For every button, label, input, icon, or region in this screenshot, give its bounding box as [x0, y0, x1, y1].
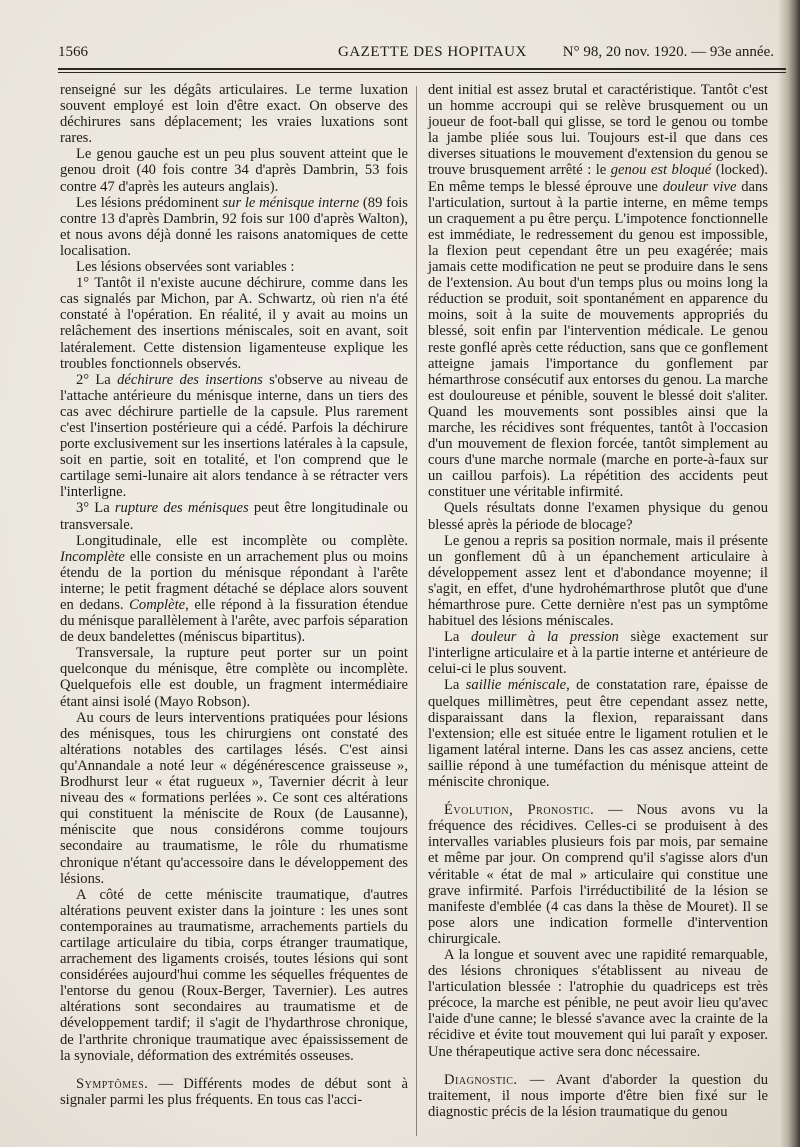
paragraph [428, 629, 768, 677]
paragraph [60, 500, 408, 532]
text-run: 1° Tantôt il n'existe aucune déchirure, comme dans les cas signalés par Michon, par A. Schwartz, où rien n'a été constaté à l'opération. En réalité, il y avait au moins un relâchement des insertions méniscales, soit en avant, soit latéralement. Cette distension ligamenteuse explique les troubles fonctionnels observés. [60, 275, 408, 372]
italic-phrase: douleur vive [662, 178, 737, 195]
text-run: Au cours de leurs interventions pratiquées pour lésions des ménisques, tous les chirurgiens ont constaté des altérations notables des cartilages lésés. C'est ainsi qu'Annandale a noté leur « dégénérescence graisseuse », Brodhurst leur « état rugueux », Tavernier décrit à leur niveau des « formations perlées ». Ce sont ces altérations qui constituent la méniscite de Roux (de Lausanne), méniscite que nous considérons comme toujours secondaire au traumatisme, le rôle du rhumatisme chronique n'étant qu'accessoire dans le développement des lésions. [60, 709, 408, 887]
section-heading: Diagnostic. [444, 1071, 518, 1088]
italic-phrase: déchirure des insertions [117, 371, 263, 388]
paragraph [428, 82, 768, 500]
text-run: (89 fois contre 13 d'après Dambrin, 92 fois sur 100 d'après Walton), et nous avons déjà donné les raisons anatomiques de cette localisation. [60, 194, 408, 259]
text-run: dans l'articulation, surtout à la partie interne, en même temps un craquement a pu être perçu. L'impotence fonctionnelle est immédiate, le redressement du genou est impossible, la flexion peut cependant être un peu exagérée; mais jamais cette modification ne peut se produire dans le sens de l'extension. Au bout d'un temps plus ou moins long la réduction se produit, soit spontanément en apparence du moins, soit à la suite de mouvements appropriés du blessé, soit enfin par l'intervention médicale. Le genou reste gonflé après cette réduction, sans que ce gonflement atteigne jamais l'importance du gonflement par hémarthrose consécutif aux entorses du genou. La marche est douloureuse et pénible, souvent le blessé doit s'aliter. Quand les mouvements sont possibles ainsi que la marche, les récidives sont fréquentes, tantôt à l'occasion d'un mouvement de flexion forcée, tantôt simplement au cours d'une marche normale (marche en porte-à-faux sur un caillou parfois). La répétition des accidents peut constituer une véritable infirmité. [428, 178, 768, 501]
text-run: Longitudinale, elle est incomplète ou complète. [76, 532, 408, 549]
paragraph [428, 947, 768, 1060]
italic-phrase: genou est bloqué [610, 162, 712, 179]
paragraph [60, 887, 408, 1064]
section-paragraph [60, 1076, 408, 1108]
text-run: 2° La [76, 371, 118, 388]
right-column [428, 82, 768, 1120]
section-heading: Évolution, Pronostic. [444, 802, 595, 819]
section-paragraph [428, 802, 768, 947]
paragraph [60, 275, 408, 372]
text-run: Les lésions observées sont variables : [76, 259, 295, 276]
text-run: dent initial est assez brutal et caractéristique. Tantôt c'est un homme accroupi qui se relève brusquement ou un joueur de foot-ball qui glisse, se tord le genou ou tombe la jambe pliée sous lui. Toujours est-il que dans ces diverses situations le mouvement d'extension du genou se trouve brusquement arrêté : le [428, 82, 768, 179]
left-column [60, 82, 408, 1108]
paragraph [428, 500, 768, 532]
text-run: Quels résultats donne l'examen physique du genou blessé après la période de blocage? [428, 500, 768, 533]
running-header [58, 44, 788, 64]
text-run: (locked). En même temps le blessé éprouve une [428, 162, 768, 195]
italic-phrase: rupture des ménisques [114, 500, 249, 517]
text-run: 3° La [76, 500, 115, 517]
text-run: siège exactement sur l'interligne articulaire et à la partie interne et antérieure de celui-ci le plus souvent. [428, 629, 768, 678]
text-run: — Nous avons vu la fréquence des récidives. Celles-ci se produisent à des intervalles variables plusieurs fois par mois, par semaine et même par jour. On comprend qu'il s'agisse alors d'un véritable « état de mal » articulaire qui constitue une grave infirmité. Parfois l'irréductibilité de la lésion se manifeste d'emblée (4 cas dans la thèse de Mouret). Il se pose alors une indication formelle d'intervention chirurgicale. [428, 802, 768, 947]
section-heading: Symptômes. [76, 1075, 149, 1092]
italic-phrase: sur le ménisque interne [222, 194, 360, 211]
page-number: 1566 [58, 44, 88, 60]
text-run: — Avant d'aborder la question du traitement, il nous importe d'être bien fixé sur le diagnostic précis de la lésion traumatique du genou [428, 1071, 768, 1120]
text-run: renseigné sur les dégâts articulaires. Le terme luxation souvent employé est loin d'être exact. On observe des déchirures sans déplacement; les vraies luxations sont rares. [60, 82, 408, 147]
text-run: , de constatation rare, épaisse de quelques millimètres, peut être cependant assez nette, disparaissant dans la flexion, reparaissant dans l'extension; elle est située entre le ligament rotulien et le ligament latéral interne. Dans les cas assez anciens, cette saillie répond à une tuméfaction du ménisque atteint de méniscite chronique. [428, 677, 768, 791]
text-run: s'observe au niveau de l'attache antérieure du ménisque interne, dans un tiers des cas avec déchirure partielle de la capsule. Plus rarement c'est l'insertion postérieure qui a cédé. Parfois la déchirure porte exclusivement sur les insertions latérales à la capsule, soit en partie, soit en totalité, et l'on comprend que le cartilage semi-lunaire ait alors tendance à se rétracter vers l'interligne. [60, 371, 409, 501]
text-run: Le genou a repris sa position normale, mais il présente un gonflement dû à un épanchement articulaire à développement assez lent et d'abondance moyenne; il s'agit, en effet, d'une hydrohémarthrose plutôt que d'une hémarthrose pure. Cette dernière n'est pas un symptôme habituel des lésions méniscales. [428, 532, 768, 630]
paragraph [60, 645, 408, 709]
journal-title: GAZETTE DES HOPITAUX [338, 44, 527, 60]
paragraph [60, 82, 408, 146]
header-rule-thin [58, 72, 786, 73]
paragraph [60, 259, 408, 275]
text-run: La [444, 677, 466, 694]
section-paragraph [428, 1072, 768, 1120]
paragraph [60, 710, 408, 887]
header-rule [58, 68, 786, 70]
paragraph [428, 533, 768, 630]
paragraph [60, 195, 408, 259]
column-divider [416, 86, 417, 1136]
text-run: La [444, 629, 472, 646]
text-run: Le genou gauche est un peu plus souvent atteint que le genou droit (40 fois contre 34 d'après Dambrin, 53 fois contre 47 d'après les auteurs anglais). [60, 146, 408, 195]
text-run: — Différents modes de début sont à signaler parmi les plus fréquents. En tous cas l'acci- [60, 1075, 408, 1108]
text-run: A la longue et souvent avec une rapidité remarquable, des lésions chroniques s'établissent au niveau de l'articulation blessée : l'atrophie du quadriceps est très précoce, la marche est pénible, ne peut avoir lieu qu'avec l'aide d'une canne; le blessé s'avance avec la crainte de la récidive et évite tout mouvement qui lui paraît y exposer. Une thérapeutique active sera donc nécessaire. [428, 946, 768, 1060]
page-edge-shadow [778, 0, 800, 1147]
italic-phrase: saillie méniscale [465, 677, 567, 694]
italic-phrase: Complète [129, 597, 186, 613]
paragraph [60, 372, 408, 501]
italic-phrase: douleur à la pression [471, 629, 619, 646]
paragraph [60, 146, 408, 194]
text-run: Les lésions prédominent [76, 194, 223, 211]
italic-phrase: Incomplète [60, 548, 125, 565]
text-run: Transversale, la rupture peut porter sur un point quelconque du ménisque, être complète ou incomplète. Quelquefois elle est double, un fragment intermédiaire étant ainsi isolé (Mayo Robson). [60, 645, 408, 710]
issue-info: N° 98, 20 nov. 1920. — 93e année. [562, 44, 774, 60]
text-run: A côté de cette méniscite traumatique, d'autres altérations peuvent exister dans la jointure : les unes sont contemporaines au traumatisme, arrachements partiels du cartilage articulaire du tibia, corps étranger traumatique, arrachement des ligaments croisés, toutes lésions qui sont considérées aujourd'hui comme les séquelles fréquentes de l'entorse du genou (Roux-Berger, Tavernier). Les autres altérations sont secondaires au traumatisme et de développement tardif; il s'agit de l'hydarthrose chronique, de l'arthrite chronique traumatique avec épaississement de la synoviale, déformation des extrémités osseuses. [60, 886, 408, 1064]
paragraph [428, 677, 768, 790]
text-run: peut être longitudinale ou transversale. [60, 500, 408, 533]
text-run: , elle répond à la fissuration étendue du ménisque parallèlement à l'arête, avec parfois séparation de deux bandelettes (méniscus bipartitus). [60, 597, 408, 646]
paragraph [60, 533, 408, 646]
text-run: elle consiste en un arrachement plus ou moins étendu de la portion du ménisque répondant à l'arête interne; le petit fragment détaché se déplace alors souvent en dedans. [60, 548, 408, 613]
